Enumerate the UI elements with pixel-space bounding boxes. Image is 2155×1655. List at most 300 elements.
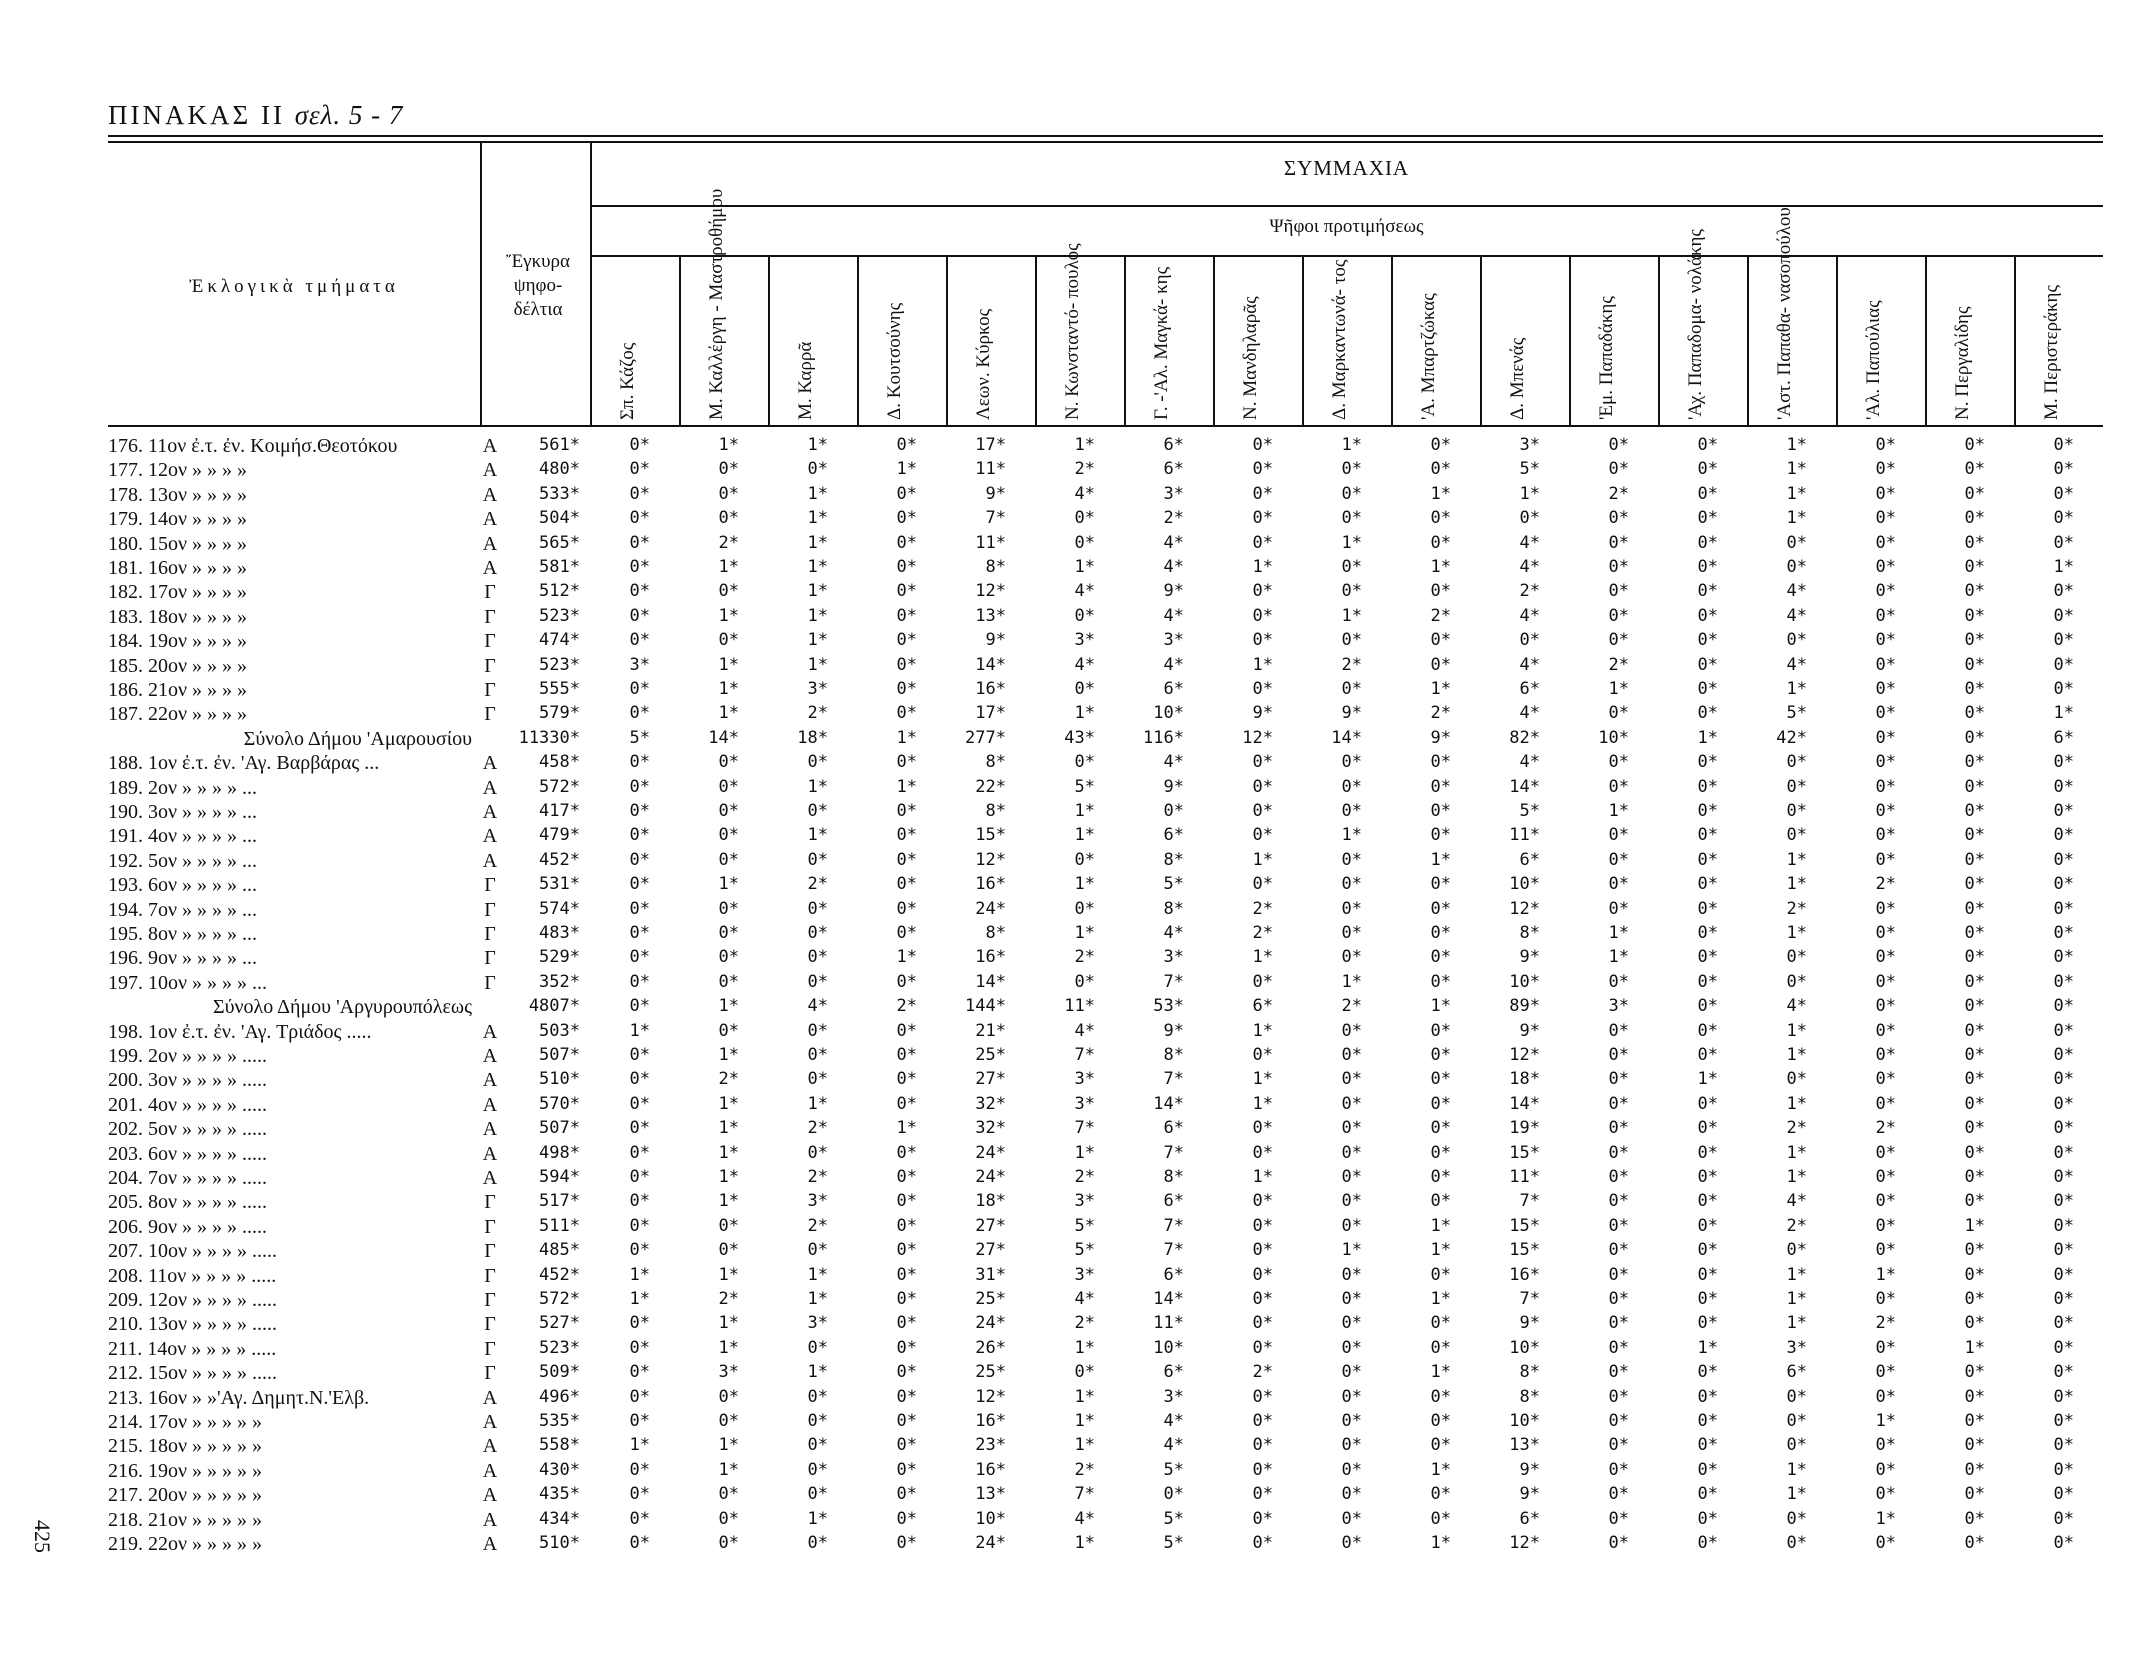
vote-cell: 0*: [1964, 679, 1985, 699]
vote-cell: 0*: [718, 1508, 739, 1529]
vote-cell: 0*: [1608, 1289, 1629, 1309]
table-row: [108, 1509, 2108, 1534]
group-letter: Γ: [484, 898, 496, 921]
vote-cell: 0*: [2053, 435, 2074, 455]
group-letter: Α: [482, 1533, 498, 1555]
valid-ballots: 430*: [539, 1459, 580, 1480]
vote-cell: 0*: [1875, 435, 1896, 455]
vote-cell: 1*: [718, 1142, 739, 1163]
vote-cell: 27*: [975, 1069, 1006, 1090]
vote-cell: 7*: [1519, 1289, 1540, 1309]
vote-cell: 0*: [1964, 581, 1985, 602]
vote-cell: 0*: [1608, 1045, 1629, 1065]
vote-cell: 0*: [2053, 605, 2074, 626]
valid-ballots: 523*: [539, 605, 580, 626]
table-row: [108, 435, 2108, 460]
vote-cell: 1*: [1786, 874, 1807, 895]
vote-cell: 2*: [718, 1069, 739, 1090]
vote-cell: 2*: [1163, 508, 1184, 529]
vote-cell: 1*: [1697, 1069, 1718, 1090]
vote-cell: 0*: [1964, 532, 1985, 553]
vote-cell: 0*: [629, 1167, 650, 1187]
vote-cell: 0*: [1697, 654, 1718, 675]
vote-cell: 0*: [1074, 752, 1095, 773]
valid-ballots: 529*: [539, 947, 580, 968]
vote-cell: 0*: [629, 898, 650, 919]
vote-cell: 0*: [629, 1459, 650, 1480]
vote-cell: 4*: [1074, 1289, 1095, 1309]
section-label: 210. 13ον » » » » .....: [108, 1313, 278, 1336]
vote-cell: 1*: [1697, 727, 1718, 748]
section-label: 206. 9ον » » » » .....: [108, 1215, 268, 1238]
section-label: Σύνολο Δήμου 'Αμαρουσίου: [243, 727, 472, 750]
vote-cell: 0*: [718, 923, 739, 943]
vote-cell: 25*: [975, 1362, 1006, 1383]
table-row: [108, 703, 2108, 728]
vote-cell: 2*: [807, 703, 828, 724]
vote-cell: 5*: [1163, 1533, 1184, 1553]
vote-cell: 1*: [1074, 874, 1095, 895]
vote-cell: 1*: [718, 1264, 739, 1285]
section-label: 183. 18ον » » » »: [108, 605, 248, 628]
table-subtitle: σελ. 5 - 7: [294, 100, 404, 130]
vote-cell: 6*: [1252, 996, 1273, 1017]
candidate-divider: [1480, 255, 1482, 425]
vote-cell: 1*: [2053, 703, 2074, 724]
group-letter: Α: [482, 1118, 498, 1141]
vote-cell: 17*: [975, 703, 1006, 724]
candidate-name: 'Α. Μπαρτζώκας: [1418, 293, 1439, 420]
vote-cell: 4*: [1519, 752, 1540, 773]
vote-cell: 1*: [1430, 1240, 1451, 1261]
vote-cell: 2*: [1074, 1459, 1095, 1480]
vote-cell: 1*: [1252, 1020, 1273, 1041]
vote-cell: 0*: [1341, 1508, 1362, 1529]
vote-cell: 0*: [2053, 1411, 2074, 1431]
vote-cell: 0*: [1608, 557, 1629, 577]
vote-cell: 1*: [1875, 1508, 1896, 1529]
vote-cell: 0*: [1697, 801, 1718, 821]
vote-cell: 0*: [1341, 1045, 1362, 1065]
vote-cell: 4*: [1519, 605, 1540, 626]
vote-cell: 0*: [1697, 1435, 1718, 1456]
vote-cell: 0*: [718, 1484, 739, 1505]
group-letter: Γ: [484, 1313, 496, 1336]
vote-cell: 0*: [896, 605, 917, 626]
vote-cell: 7*: [1163, 1142, 1184, 1163]
candidate-name: Δ. Μαρκαντωνά- τος: [1329, 259, 1350, 420]
vote-cell: 0*: [1252, 1313, 1273, 1334]
vote-cell: 0*: [1430, 1435, 1451, 1456]
vote-cell: 0*: [629, 1337, 650, 1358]
vote-cell: 0*: [1074, 679, 1095, 699]
vote-cell: 1*: [718, 1459, 739, 1480]
vote-cell: 1*: [1074, 801, 1095, 821]
vote-cell: 0*: [1964, 459, 1985, 480]
section-label: 212. 15ον » » » » .....: [108, 1362, 278, 1385]
section-label: 182. 17ον » » » »: [108, 581, 248, 604]
vote-cell: 4*: [1786, 996, 1807, 1017]
vote-cell: 1*: [807, 508, 828, 529]
vote-cell: 1*: [1786, 679, 1807, 699]
vote-cell: 0*: [718, 630, 739, 651]
section-label: 218. 21ον » » » » »: [108, 1508, 263, 1531]
vote-cell: 1*: [1341, 971, 1362, 992]
vote-cell: 10*: [975, 1508, 1006, 1529]
vote-cell: 0*: [1875, 1289, 1896, 1309]
vote-cell: 0*: [807, 1240, 828, 1261]
vote-cell: 12*: [1242, 727, 1273, 748]
vote-cell: 1*: [1786, 435, 1807, 455]
vote-cell: 3*: [1074, 630, 1095, 651]
vote-cell: 7*: [1519, 1191, 1540, 1212]
vote-cell: 0*: [1252, 1386, 1273, 1407]
vote-cell: 0*: [896, 1411, 917, 1431]
group-letter: Α: [482, 459, 498, 482]
vote-cell: 16*: [975, 1411, 1006, 1431]
vote-cell: 0*: [1875, 1045, 1896, 1065]
vote-cell: 0*: [718, 483, 739, 504]
vote-cell: 0*: [1697, 1118, 1718, 1139]
group-letter: Γ: [484, 1240, 496, 1263]
vote-cell: 0*: [1697, 581, 1718, 602]
vote-cell: 16*: [975, 1459, 1006, 1480]
group-letter: Α: [482, 1045, 498, 1067]
vote-cell: 4*: [1786, 654, 1807, 675]
section-label: 181. 16ον » » » »: [108, 557, 248, 579]
valid-ballots: 503*: [539, 1020, 580, 1041]
vote-cell: 13*: [975, 1484, 1006, 1505]
vote-cell: 1*: [1608, 947, 1629, 968]
valid-ballots: 507*: [539, 1045, 580, 1065]
vote-cell: 5*: [1519, 459, 1540, 480]
vote-cell: 0*: [1341, 1167, 1362, 1187]
vote-cell: 0*: [718, 947, 739, 968]
vote-cell: 1*: [718, 1313, 739, 1334]
vote-cell: 0*: [1608, 532, 1629, 553]
section-label: 192. 5ον » » » » ...: [108, 849, 258, 872]
vote-cell: 0*: [896, 1362, 917, 1383]
vote-cell: 1*: [1608, 801, 1629, 821]
vote-cell: 0*: [896, 849, 917, 870]
vote-cell: 0*: [1608, 1484, 1629, 1505]
vote-cell: 2*: [1875, 874, 1896, 895]
vote-cell: 0*: [629, 1191, 650, 1212]
vote-cell: 0*: [629, 1118, 650, 1139]
vote-cell: 13*: [975, 605, 1006, 626]
vote-cell: 0*: [1519, 508, 1540, 529]
vote-cell: 0*: [1608, 1215, 1629, 1236]
vote-cell: 25*: [975, 1289, 1006, 1309]
vote-cell: 0*: [1875, 1191, 1896, 1212]
vote-cell: 1*: [718, 1191, 739, 1212]
vote-cell: 0*: [718, 1215, 739, 1236]
section-label: 205. 8ον » » » » .....: [108, 1191, 268, 1214]
vote-cell: 0*: [1875, 483, 1896, 504]
vote-cell: 2*: [807, 1118, 828, 1139]
vote-cell: 3*: [1163, 630, 1184, 651]
vote-cell: 0*: [1608, 1264, 1629, 1285]
vote-cell: 0*: [1252, 1435, 1273, 1456]
vote-cell: 4*: [1786, 605, 1807, 626]
vote-cell: 2*: [1074, 459, 1095, 480]
vote-cell: 0*: [629, 679, 650, 699]
vote-cell: 0*: [896, 703, 917, 724]
group-letter: Γ: [484, 1215, 496, 1238]
candidate-divider: [679, 255, 681, 425]
vote-cell: 0*: [1252, 581, 1273, 602]
candidate-name: Ν. Κωνσταντό- πουλος: [1062, 243, 1083, 420]
candidate-divider: [1213, 255, 1215, 425]
vote-cell: 14*: [975, 971, 1006, 992]
vote-cell: 0*: [629, 435, 650, 455]
group-letter: Α: [482, 435, 498, 457]
vote-cell: 0*: [629, 849, 650, 870]
vote-cell: 0*: [1430, 947, 1451, 968]
vote-cell: 3*: [1074, 1069, 1095, 1090]
vote-cell: 1*: [807, 1264, 828, 1285]
candidate-name: 'Εμ. Παπαδάκης: [1596, 296, 1617, 420]
vote-cell: 26*: [975, 1337, 1006, 1358]
valid-ballots: 517*: [539, 1191, 580, 1212]
vote-cell: 0*: [1964, 971, 1985, 992]
group-letter: Α: [482, 483, 498, 506]
vote-cell: 0*: [1252, 1508, 1273, 1529]
vote-cell: 0*: [1430, 898, 1451, 919]
vote-cell: 0*: [1341, 1264, 1362, 1285]
vote-cell: 0*: [2053, 1533, 2074, 1553]
vote-cell: 0*: [1697, 923, 1718, 943]
section-label: 209. 12ον » » » » .....: [108, 1289, 278, 1311]
vote-cell: 1*: [1074, 557, 1095, 577]
vote-cell: 1*: [1786, 1093, 1807, 1114]
vote-cell: 1*: [718, 605, 739, 626]
vote-cell: 12*: [975, 849, 1006, 870]
vote-cell: 0*: [1875, 1142, 1896, 1163]
vote-cell: 1*: [1341, 825, 1362, 846]
vote-cell: 0*: [896, 1142, 917, 1163]
vote-cell: 0*: [1964, 1240, 1985, 1261]
candidate-divider: [857, 255, 859, 425]
vote-cell: 4*: [1074, 483, 1095, 504]
vote-cell: 10*: [1509, 971, 1540, 992]
vote-cell: 0*: [1252, 679, 1273, 699]
vote-cell: 0*: [1697, 459, 1718, 480]
vote-cell: 0*: [1252, 605, 1273, 626]
group-letter: Α: [482, 1167, 498, 1189]
vote-cell: 0*: [896, 1484, 917, 1505]
group-letter: Γ: [484, 923, 496, 945]
vote-cell: 0*: [1697, 1533, 1718, 1553]
vote-cell: 0*: [1964, 435, 1985, 455]
vote-cell: 0*: [1341, 1020, 1362, 1041]
vote-cell: 0*: [718, 1240, 739, 1261]
vote-cell: 0*: [1875, 801, 1896, 821]
valid-ballots: 581*: [539, 557, 580, 577]
vote-cell: 0*: [718, 849, 739, 870]
vote-cell: 4*: [1074, 1020, 1095, 1041]
vote-cell: 0*: [718, 508, 739, 529]
candidate-divider: [1925, 255, 1927, 425]
vote-cell: 1*: [718, 1093, 739, 1114]
vote-cell: 0*: [1875, 727, 1896, 748]
vote-cell: 0*: [896, 1386, 917, 1407]
vote-cell: 0*: [1964, 483, 1985, 504]
vote-cell: 1*: [807, 435, 828, 455]
vote-cell: 0*: [1964, 1435, 1985, 1456]
vote-cell: 18*: [797, 727, 828, 748]
vote-cell: 0*: [1252, 459, 1273, 480]
valid-ballots: 572*: [539, 1289, 580, 1309]
vote-cell: 1*: [718, 996, 739, 1017]
vote-cell: 0*: [1786, 1069, 1807, 1090]
vote-cell: 0*: [1430, 1020, 1451, 1041]
valid-ballots: 352*: [539, 971, 580, 992]
vote-cell: 0*: [1608, 898, 1629, 919]
valid-ballots: 558*: [539, 1435, 580, 1456]
vote-cell: 0*: [1252, 630, 1273, 651]
vote-cell: 0*: [2053, 1289, 2074, 1309]
vote-cell: 0*: [1697, 898, 1718, 919]
vote-cell: 1*: [718, 1167, 739, 1187]
group-letter: Γ: [484, 605, 496, 628]
vote-cell: 0*: [807, 752, 828, 773]
vote-cell: 0*: [1697, 1167, 1718, 1187]
vote-cell: 0*: [1875, 1069, 1896, 1090]
vote-cell: 0*: [896, 1191, 917, 1212]
vote-cell: 0*: [896, 1459, 917, 1480]
candidate-name: Μ. Περιστεράκης: [2041, 284, 2062, 420]
vote-cell: 0*: [2053, 1167, 2074, 1187]
vote-cell: 0*: [718, 459, 739, 480]
vote-cell: 0*: [1964, 898, 1985, 919]
group-letter: Α: [482, 1435, 498, 1458]
group-letter: Γ: [484, 581, 496, 604]
vote-cell: 1*: [1341, 435, 1362, 455]
vote-cell: 1*: [1786, 849, 1807, 870]
vote-cell: 11*: [1064, 996, 1095, 1017]
group-letter: Γ: [484, 679, 496, 701]
section-label: 187. 22ον » » » »: [108, 703, 248, 726]
vote-cell: 0*: [1697, 605, 1718, 626]
vote-cell: 0*: [896, 483, 917, 504]
vote-cell: 0*: [2053, 898, 2074, 919]
vote-cell: 14*: [1509, 776, 1540, 797]
vote-cell: 0*: [1608, 1167, 1629, 1187]
vote-cell: 16*: [1509, 1264, 1540, 1285]
vote-cell: 0*: [1697, 1264, 1718, 1285]
vote-cell: 32*: [975, 1118, 1006, 1139]
vote-cell: 4*: [1786, 1191, 1807, 1212]
vote-cell: 22*: [975, 776, 1006, 797]
vote-cell: 0*: [1875, 825, 1896, 846]
vote-cell: 6*: [1163, 1362, 1184, 1383]
vote-cell: 8*: [985, 557, 1006, 577]
vote-cell: 0*: [1341, 1093, 1362, 1114]
vote-cell: 0*: [1964, 630, 1985, 651]
table-row: [108, 581, 2108, 606]
vote-cell: 0*: [2053, 1508, 2074, 1529]
candidate-name: Λεων. Κύρκος: [973, 308, 994, 420]
vote-cell: 4*: [1519, 703, 1540, 724]
table-row: [108, 679, 2108, 704]
vote-cell: 0*: [1786, 752, 1807, 773]
group-letter: Α: [482, 849, 498, 872]
vote-cell: 0*: [629, 1508, 650, 1529]
vote-cell: 3*: [807, 1313, 828, 1334]
candidate-divider: [1302, 255, 1304, 425]
candidate-divider: [1836, 255, 1838, 425]
vote-cell: 1*: [1430, 1533, 1451, 1553]
vote-cell: 0*: [1430, 508, 1451, 529]
vote-cell: 0*: [1252, 1215, 1273, 1236]
vote-cell: 7*: [1074, 1484, 1095, 1505]
vote-cell: 0*: [1697, 996, 1718, 1017]
vote-cell: 1*: [1074, 1435, 1095, 1456]
vote-cell: 0*: [1964, 605, 1985, 626]
vote-cell: 0*: [1964, 1508, 1985, 1529]
vote-cell: 2*: [1875, 1118, 1896, 1139]
vote-cell: 0*: [1252, 776, 1273, 797]
vote-cell: 0*: [2053, 630, 2074, 651]
vote-cell: 9*: [985, 630, 1006, 651]
vote-cell: 0*: [1341, 679, 1362, 699]
vote-cell: 0*: [1964, 1386, 1985, 1407]
vote-cell: 0*: [896, 825, 917, 846]
vote-cell: 1*: [1608, 679, 1629, 699]
vote-cell: 1*: [1964, 1215, 1985, 1236]
valid-ballots: 507*: [539, 1118, 580, 1139]
vote-cell: 0*: [1430, 1142, 1451, 1163]
vote-cell: 0*: [629, 776, 650, 797]
vote-cell: 0*: [629, 801, 650, 821]
section-label: 208. 11ον » » » » .....: [108, 1264, 277, 1287]
vote-cell: 0*: [2053, 776, 2074, 797]
table-row: [108, 1362, 2108, 1387]
vote-cell: 0*: [2053, 752, 2074, 773]
vote-cell: 15*: [1509, 1240, 1540, 1261]
vote-cell: 16*: [975, 679, 1006, 699]
vote-cell: 1*: [1074, 1533, 1095, 1553]
vote-cell: 0*: [1252, 1533, 1273, 1553]
vote-cell: 0*: [1341, 1215, 1362, 1236]
vote-cell: 0*: [1875, 654, 1896, 675]
col-header-sections: Ἐκλογικὰ τμήματα: [189, 276, 399, 297]
vote-cell: 0*: [1875, 532, 1896, 553]
vote-cell: 4*: [807, 996, 828, 1017]
vote-cell: 9*: [1163, 581, 1184, 602]
vote-cell: 0*: [896, 532, 917, 553]
vote-cell: 2*: [1608, 654, 1629, 675]
section-label: 215. 18ον » » » » »: [108, 1435, 263, 1458]
vote-cell: 0*: [1875, 459, 1896, 480]
candidate-divider: [1658, 255, 1660, 425]
vote-cell: 0*: [1608, 1313, 1629, 1334]
vote-cell: 0*: [629, 508, 650, 529]
vote-cell: 14*: [708, 727, 739, 748]
vote-cell: 0*: [1252, 1264, 1273, 1285]
vote-cell: 0*: [1608, 776, 1629, 797]
vote-cell: 0*: [807, 923, 828, 943]
vote-cell: 23*: [975, 1435, 1006, 1456]
vote-cell: 0*: [1964, 654, 1985, 675]
valid-ballots: 434*: [539, 1508, 580, 1529]
vote-cell: 0*: [1875, 1362, 1896, 1383]
vote-cell: 0*: [1786, 947, 1807, 968]
valid-ballots: 485*: [539, 1240, 580, 1261]
section-label: 213. 16ον » »'Αγ. Δημητ.Ν.'Ελβ.: [108, 1386, 370, 1409]
vote-cell: 0*: [1519, 630, 1540, 651]
